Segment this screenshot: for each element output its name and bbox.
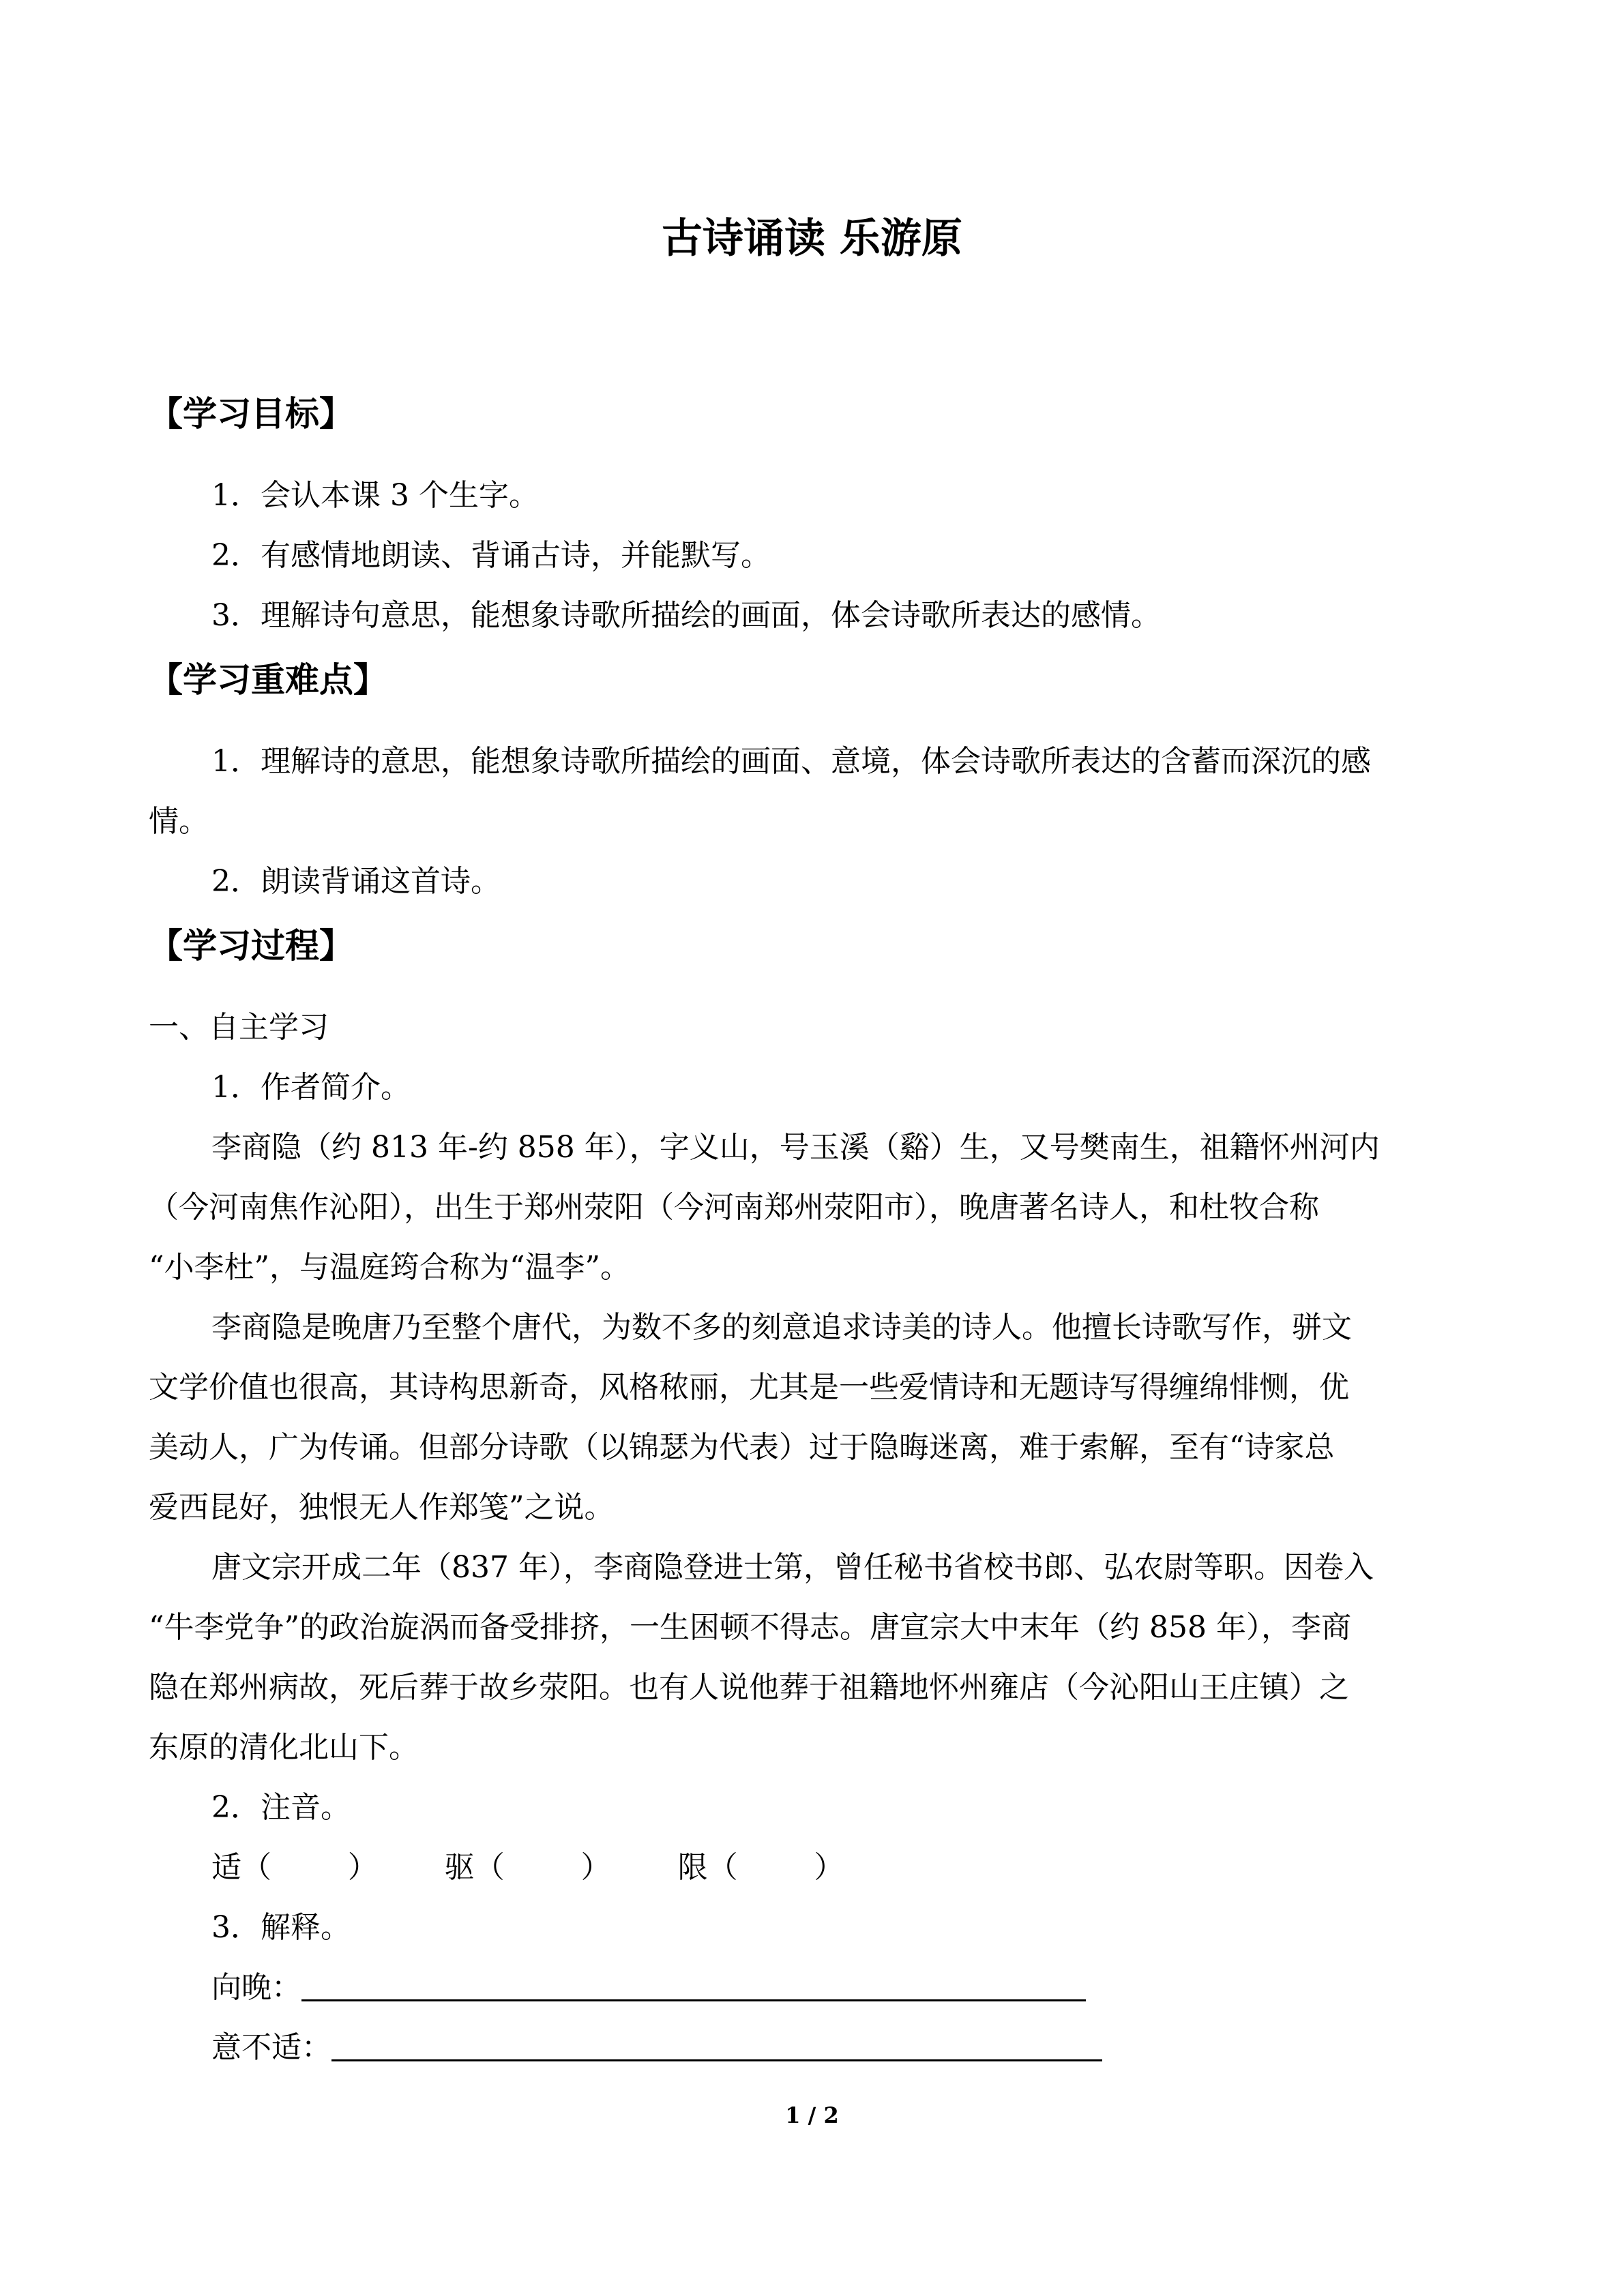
page-title: 古诗诵读 乐游原: [662, 215, 962, 263]
para1-line-1: 李商隐（约 813 年-约 858 年），字义山，号玉溪（谿）生，又号樊南生，祖籍怀州河内: [211, 1130, 1380, 1165]
explain-term: 向晚：: [211, 1970, 301, 2005]
para1-line-2: （今河南焦作沁阳），出生于郑州荥阳（今河南郑州荥阳市），晚唐著名诗人，和杜牧合称: [149, 1190, 1319, 1225]
para1-line-3: “小李杜”，与温庭筠合称为“温李”。: [149, 1250, 630, 1285]
part1-label: 一、自主学习: [149, 1010, 329, 1045]
para2-line-1: 李商隐是晚唐乃至整个唐代，为数不多的刻意追求诗美的诗人。他擅长诗歌写作，骈文: [211, 1310, 1352, 1345]
answer-blank-2[interactable]: [331, 2029, 1102, 2061]
para3-line-2: “牛李党争”的政治旋涡而备受排挤，一生困顿不得志。唐宣宗大中末年（约 858 年），李商: [149, 1610, 1351, 1645]
para2-line-4: 爱西昆好，独恨无人作郑笺”之说。: [149, 1490, 615, 1525]
author-intro-label: 1．作者简介。: [211, 1070, 411, 1105]
phonetic-exercise: 适（ ） 驱（ ） 限（ ）: [211, 1850, 844, 1885]
answer-blank-1[interactable]: [301, 1969, 1086, 2001]
para3-line-1: 唐文宗开成二年（837 年），李商隐登进士第，曾任秘书省校书郎、弘农尉等职。因卷入: [211, 1550, 1374, 1585]
objectives-heading: 【学习目标】: [149, 394, 353, 434]
explain-item-xiangwan: [211, 1966, 1086, 2010]
para3-line-4: 东原的清化北山下。: [149, 1730, 419, 1765]
explain-item-yibushi: [211, 2026, 1102, 2070]
key-point-1-line-1: 1．理解诗的意思，能想象诗歌所描绘的画面、意境，体会诗歌所表达的含蓄而深沉的感: [211, 744, 1371, 779]
phonetic-label: 2．注音。: [211, 1790, 351, 1825]
objective-item-3: 3．理解诗句意思，能想象诗歌所描绘的画面，体会诗歌所表达的感情。: [211, 598, 1161, 633]
process-heading: 【学习过程】: [149, 926, 353, 966]
para2-line-2: 文学价值也很高，其诗构思新奇，风格秾丽，尤其是一些爱情诗和无题诗写得缠绵悱恻，优: [149, 1370, 1349, 1405]
page-number: 1 / 2: [785, 2102, 839, 2128]
explain-term: 意不适：: [211, 2030, 331, 2065]
key-points-heading: 【学习重难点】: [149, 660, 387, 700]
key-point-2: 2．朗读背诵这首诗。: [211, 864, 501, 899]
objective-item-2: 2．有感情地朗读、背诵古诗，并能默写。: [211, 538, 771, 573]
key-point-1-line-2: 情。: [149, 804, 209, 839]
para2-line-3: 美动人，广为传诵。但部分诗歌（以锦瑟为代表）过于隐晦迷离，难于索解，至有“诗家总: [149, 1430, 1335, 1465]
para3-line-3: 隐在郑州病故，死后葬于故乡荥阳。也有人说他葬于祖籍地怀州雍店（今沁阳山王庄镇）之: [149, 1670, 1349, 1705]
objective-item-1: 1．会认本课 3 个生字。: [211, 478, 539, 513]
explain-label: 3．解释。: [211, 1910, 351, 1945]
